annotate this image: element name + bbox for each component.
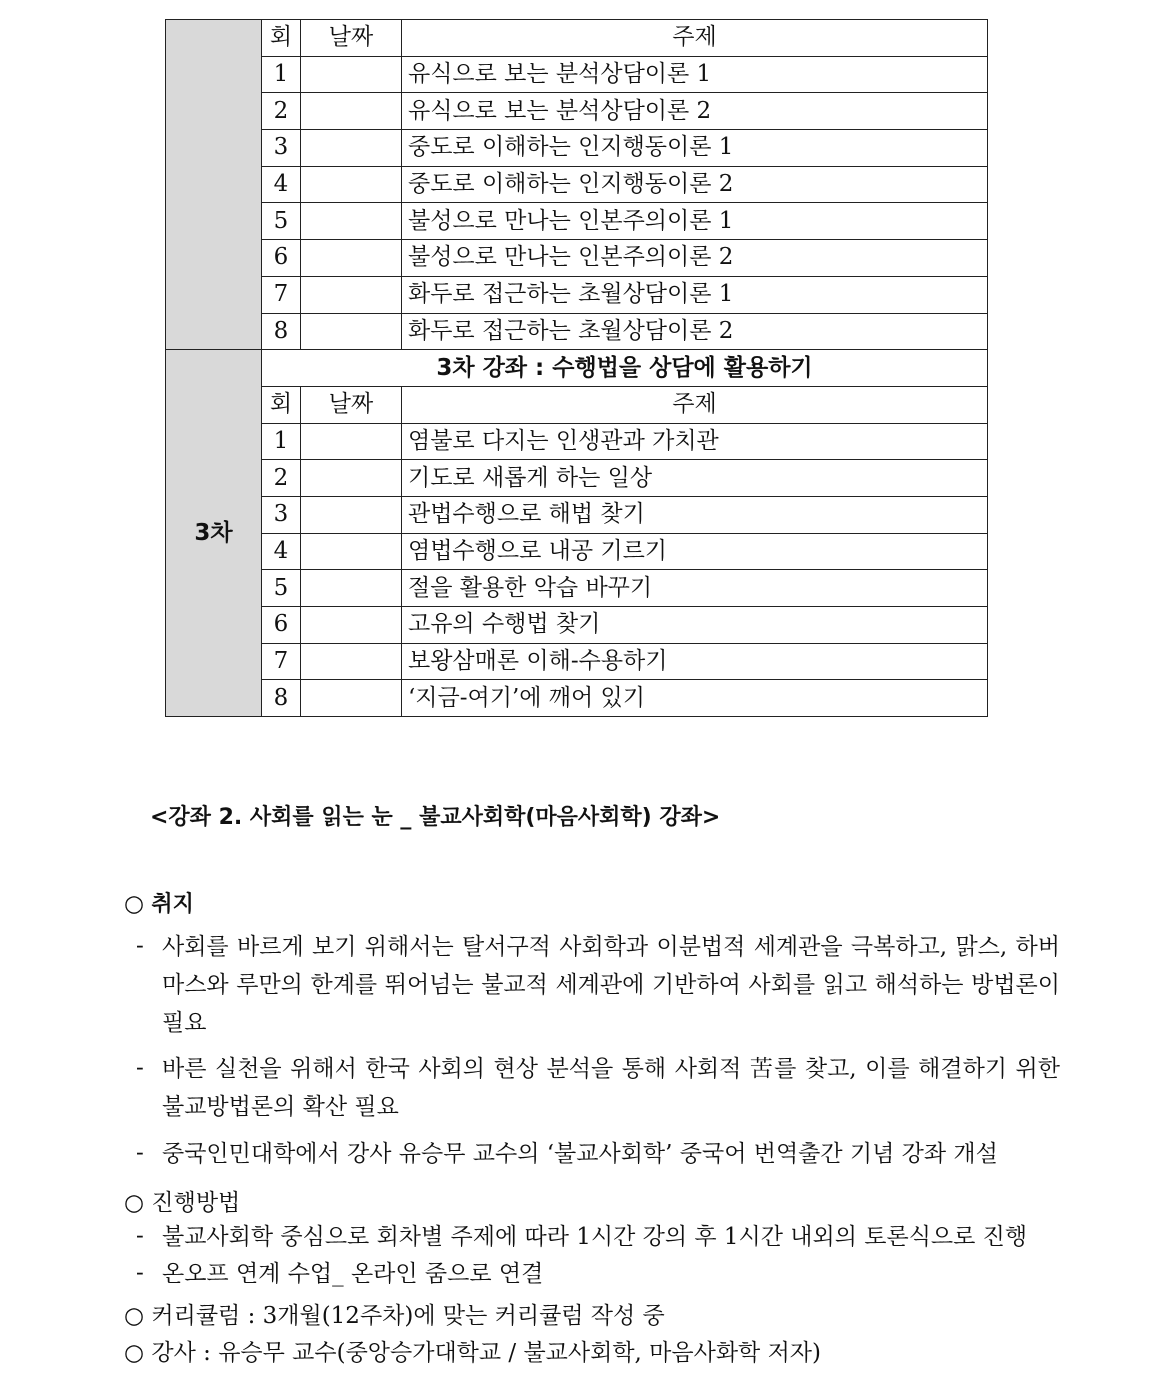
session-3-label: 3차 — [166, 350, 262, 717]
row-num: 5 — [262, 570, 301, 607]
table-row — [166, 56, 988, 93]
table-row — [166, 93, 988, 130]
row-num: 2 — [262, 460, 301, 497]
method-item: 온오프 연계 수업_ 온라인 줌으로 연결 — [162, 1261, 544, 1287]
row-date — [301, 423, 402, 460]
row-topic: 중도로 이해하는 인지행동이론 2 — [402, 166, 988, 203]
row-num: 1 — [262, 423, 301, 460]
row-date — [301, 93, 402, 130]
row-topic: 화두로 접근하는 초월상담이론 1 — [402, 276, 988, 313]
row-num: 4 — [262, 166, 301, 203]
section-title: <강좌 2. 사회를 읽는 눈 _ 불교사회학(마음사회학) 강좌> — [150, 805, 721, 830]
table-row — [166, 460, 988, 497]
row-topic: 불성으로 만나는 인본주의이론 1 — [402, 203, 988, 240]
row-topic: 절을 활용한 악습 바꾸기 — [402, 570, 988, 607]
row-date — [301, 203, 402, 240]
dash-bullet-icon: - — [136, 1260, 144, 1286]
row-date — [301, 643, 402, 680]
row-topic: 화두로 접근하는 초월상담이론 2 — [402, 313, 988, 350]
circle-bullet-icon: ○ — [124, 1190, 145, 1216]
dash-bullet-icon: - — [136, 1055, 144, 1081]
header-topic: 주제 — [402, 20, 988, 57]
purpose-item: 중국인민대학에서 강사 유승무 교수의 ‘불교사회학’ 중국어 번역출간 기념 강좌 개설 — [162, 1141, 998, 1167]
dash-bullet-icon: - — [136, 933, 144, 959]
row-num: 3 — [262, 496, 301, 533]
table-row — [166, 240, 988, 277]
row-num: 3 — [262, 130, 301, 167]
row-date — [301, 460, 402, 497]
row-date — [301, 166, 402, 203]
purpose-heading: 취지 — [151, 892, 194, 917]
table-row — [166, 276, 988, 313]
row-topic: 불성으로 만나는 인본주의이론 2 — [402, 240, 988, 277]
row-topic: 유식으로 보는 분석상담이론 2 — [402, 93, 988, 130]
row-num: 8 — [262, 313, 301, 350]
header-date: 날짜 — [301, 20, 402, 57]
table-row — [166, 607, 988, 644]
dash-bullet-icon: - — [136, 1223, 144, 1249]
header-num: 회 — [262, 20, 301, 57]
purpose-item: 바른 실천을 위해서 한국 사회의 현상 분석을 통해 사회적 苦를 찾고, 이를 해결하기 위한 불교방법론의 확산 필요 — [162, 1056, 1060, 1120]
row-num: 6 — [262, 607, 301, 644]
row-date — [301, 533, 402, 570]
curriculum-line — [124, 1297, 665, 1330]
row-num: 6 — [262, 240, 301, 277]
row-num: 8 — [262, 680, 301, 717]
row-date — [301, 313, 402, 350]
row-topic: 고유의 수행법 찾기 — [402, 607, 988, 644]
purpose-item: 사회를 바르게 보기 위해서는 탈서구적 사회학과 이분법적 세계관을 극복하고, 맑스, 하버마스와 루만의 한계를 뛰어넘는 불교적 세계관에 기반하여 사회를 읽고 해석하는 방법론이 필요 — [162, 934, 1060, 1036]
table-header-row — [166, 20, 988, 57]
row-date — [301, 680, 402, 717]
table-row — [166, 643, 988, 680]
purpose-heading-line — [124, 887, 194, 918]
row-date — [301, 570, 402, 607]
table-row — [166, 130, 988, 167]
lecturer-text: 강사 : 유승무 교수(중앙승가대학교 / 불교사회학, 마음사화학 저자) — [151, 1340, 821, 1366]
header-num: 회 — [262, 386, 301, 423]
table-header-row — [166, 386, 988, 423]
row-num: 2 — [262, 93, 301, 130]
table-row — [166, 570, 988, 607]
row-topic: ‘지금-여기’에 깨어 있기 — [402, 680, 988, 717]
method-heading-line — [124, 1184, 240, 1217]
row-num: 7 — [262, 276, 301, 313]
curriculum-text: 커리큘럼 : 3개월(12주차)에 맞는 커리큘럼 작성 중 — [151, 1303, 665, 1329]
circle-bullet-icon: ○ — [124, 891, 145, 917]
table-row — [166, 166, 988, 203]
curriculum-table — [165, 19, 988, 717]
method-item: 불교사회학 중심으로 회차별 주제에 따라 1시간 강의 후 1시간 내외의 토론식으로 진행 — [162, 1224, 1028, 1250]
circle-bullet-icon: ○ — [124, 1303, 145, 1329]
row-date — [301, 56, 402, 93]
table-row — [166, 313, 988, 350]
row-num: 5 — [262, 203, 301, 240]
table-row — [166, 496, 988, 533]
row-date — [301, 496, 402, 533]
row-date — [301, 130, 402, 167]
session-3-title-row — [166, 350, 988, 387]
table-row — [166, 203, 988, 240]
row-topic: 중도로 이해하는 인지행동이론 1 — [402, 130, 988, 167]
row-date — [301, 607, 402, 644]
row-num: 1 — [262, 56, 301, 93]
session-3-title: 3차 강좌 : 수행법을 상담에 활용하기 — [262, 350, 988, 387]
row-topic: 관법수행으로 해법 찾기 — [402, 496, 988, 533]
lecturer-line — [124, 1334, 821, 1367]
row-date — [301, 240, 402, 277]
dash-bullet-icon: - — [136, 1140, 144, 1166]
header-topic: 주제 — [402, 386, 988, 423]
row-topic: 염법수행으로 내공 기르기 — [402, 533, 988, 570]
row-topic: 염불로 다지는 인생관과 가치관 — [402, 423, 988, 460]
session-2-cell — [166, 20, 262, 350]
table-row — [166, 533, 988, 570]
method-heading: 진행방법 — [151, 1190, 241, 1216]
table-row — [166, 680, 988, 717]
row-topic: 기도로 새롭게 하는 일상 — [402, 460, 988, 497]
row-num: 4 — [262, 533, 301, 570]
row-num: 7 — [262, 643, 301, 680]
row-date — [301, 276, 402, 313]
circle-bullet-icon: ○ — [124, 1340, 145, 1366]
row-topic: 보왕삼매론 이해-수용하기 — [402, 643, 988, 680]
table-row — [166, 423, 988, 460]
row-topic: 유식으로 보는 분석상담이론 1 — [402, 56, 988, 93]
header-date: 날짜 — [301, 386, 402, 423]
